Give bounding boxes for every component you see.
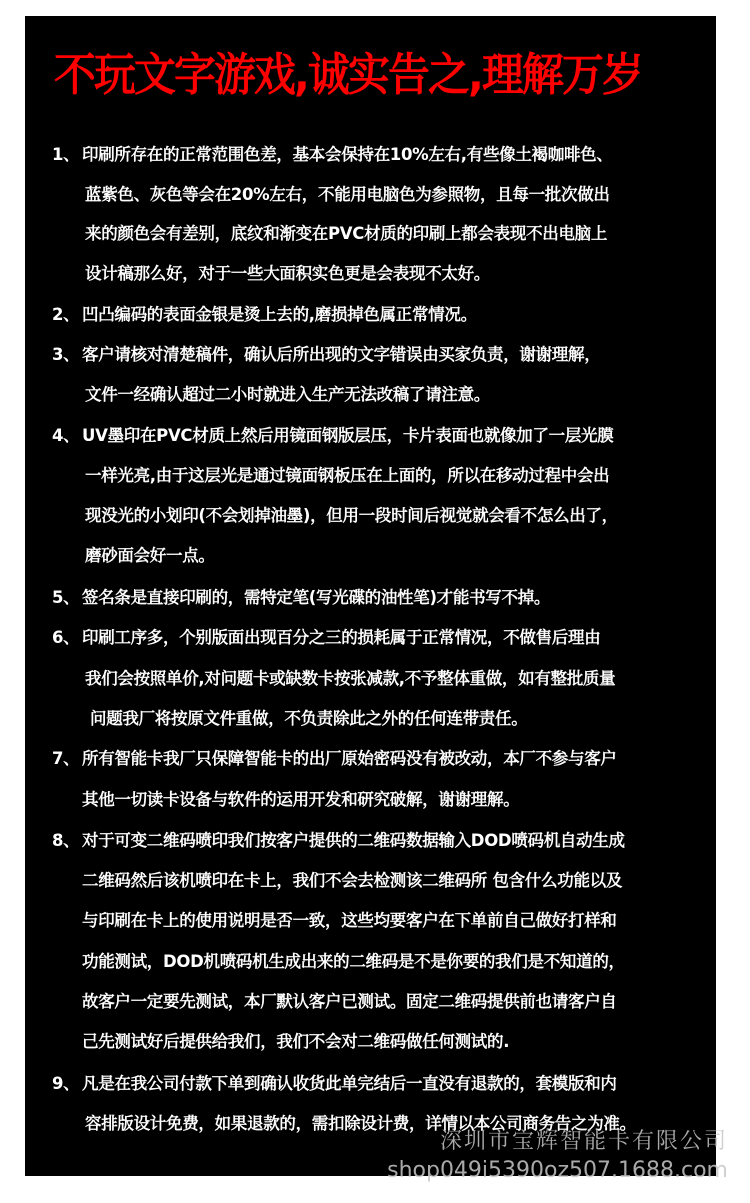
page-title: 不玩文字游戏,诚实告之,理解万岁 (54, 48, 642, 101)
term-8-line-1: 8、 对于可变二维码喷印我们按客户提供的二维码数据输入DOD喷码机自动生成 (52, 829, 625, 853)
term-7-line-1: 7、 所有智能卡我厂只保障智能卡的出厂原始密码没有被改动，本厂不参与客户 (52, 747, 617, 771)
term-4-line-2: 一样光亮,由于这层光是通过镜面钢板压在上面的，所以在移动过程中会出 (85, 466, 610, 485)
term-8-line-6: 己先测试好后提供给我们，我们不会对二维码做任何测试的. (82, 1032, 510, 1051)
term-3-line-1: 3、 客户请核对清楚稿件，确认后所出现的文字错误由买家负责，谢谢理解， (52, 343, 600, 367)
term-number: 2、 (52, 305, 80, 324)
term-2-line-1: 2、 凹凸编码的表面金银是烫上去的,磨损掉色属正常情况。 (52, 303, 477, 327)
term-8-line-3: 与印刷在卡上的使用说明是否一致，这些均要客户在下单前自己做好打样和 (82, 911, 617, 930)
term-8-line-5: 故客户一定要先测试，本厂默认客户已测试。固定二维码提供前也请客户自 (82, 992, 617, 1011)
term-4-line-4: 磨砂面会好一点。 (85, 546, 215, 565)
term-4-line-3: 现没光的小划印(不会划掉油墨)，但用一段时间后视觉就会看不怎么出了， (85, 506, 618, 525)
term-4-line-1: 4、 UV墨印在PVC材质上然后用镜面钢版层压，卡片表面也就像加了一层光膜 (52, 424, 613, 448)
term-7-line-2: 其他一切读卡设备与软件的运用开发和研究破解，谢谢理解。 (82, 790, 520, 809)
term-5-line-1: 5、 签名条是直接印刷的，需特定笔(写光碟的油性笔)才能书写不掉。 (52, 586, 550, 610)
term-number: 5、 (52, 588, 80, 607)
term-9-line-2: 容排版设计免费，如果退款的，需扣除设计费，详情以本公司商务告之为准。 (85, 1114, 636, 1133)
term-1-line-1: 1、 印刷所存在的正常范围色差，基本会保持在10%左右,有些像土褐咖啡色、 (52, 143, 613, 167)
term-number: 1、 (52, 145, 80, 164)
term-9-line-1: 9、 凡是在我公司付款下单到确认收货此单完结后一直没有退款的，套模版和内 (52, 1072, 617, 1096)
term-1-line-4: 设计稿那么好，对于一些大面积实色更是会表现不太好。 (85, 264, 491, 283)
watermark-url: shop049i5390oz507.1688.com (387, 1158, 728, 1183)
term-number: 8、 (52, 831, 80, 850)
term-number: 9、 (52, 1074, 80, 1093)
term-6-line-1: 6、 印刷工序多，个别版面出现百分之三的损耗属于正常情况，不做售后理由 (52, 626, 600, 650)
term-3-line-2: 文件一经确认超过二小时就进入生产无法改稿了请注意。 (85, 385, 491, 404)
term-8-line-4: 功能测试，DOD机喷码机生成出来的二维码是不是你要的我们是不知道的， (82, 952, 625, 971)
term-number: 3、 (52, 345, 80, 364)
term-number: 4、 (52, 426, 80, 445)
term-6-line-2: 我们会按照单价,对问题卡或缺数卡按张减款,不予整体重做，如有整批质量 (85, 669, 616, 688)
term-number: 7、 (52, 749, 80, 768)
watermark-company: 深圳市宝辉智能卡有限公司 (439, 1129, 728, 1154)
term-8-line-2: 二维码然后该机喷印在卡上，我们不会去检测该二维码所 包含什么功能以及 (82, 871, 623, 890)
term-6-line-3: 问题我厂将按原文件重做，不负责除此之外的任何连带责任。 (90, 709, 528, 728)
term-1-line-3: 来的颜色会有差别，底纹和渐变在PVC材质的印刷上都会表现不出电脑上 (85, 224, 608, 243)
term-1-line-2: 蓝紫色、灰色等会在20%左右，不能用电脑色为参照物，且每一批次做出 (85, 185, 610, 204)
term-number: 6、 (52, 628, 80, 647)
